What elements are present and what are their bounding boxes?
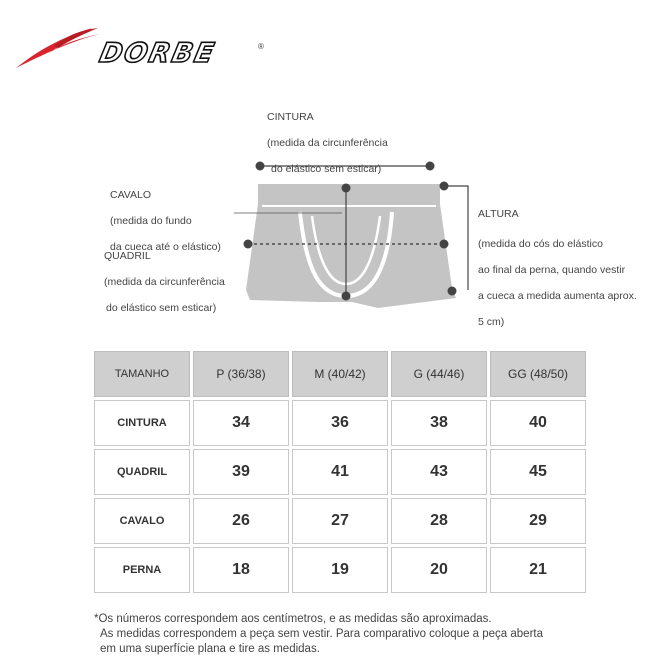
header-cell: G (44/46) xyxy=(391,351,487,397)
size-table xyxy=(91,348,589,596)
brand-name: DORBE xyxy=(96,38,219,69)
table-row xyxy=(94,449,586,495)
table-cell: 45 xyxy=(490,449,586,495)
row-label: QUADRIL xyxy=(94,449,190,495)
registered-mark: ® xyxy=(258,42,264,51)
footnote-line: As medidas correspondem a peça sem vestir. Para comparativo coloque a peça aberta xyxy=(100,628,543,640)
table-cell: 39 xyxy=(193,449,289,495)
footnote xyxy=(94,612,543,657)
header-cell: P (36/38) xyxy=(193,351,289,397)
table-cell: 28 xyxy=(391,498,487,544)
footnote-line: em uma superfície plana e tire as medidas. xyxy=(100,643,320,655)
header-cell: M (40/42) xyxy=(292,351,388,397)
row-label: CINTURA xyxy=(94,400,190,446)
underwear-body xyxy=(246,204,456,308)
table-cell: 43 xyxy=(391,449,487,495)
label-cavalo: CAVALO (medida do fundo da cueca até o elástico) xyxy=(110,189,221,253)
table-cell: 19 xyxy=(292,547,388,593)
footnote-line: *Os números correspondem aos centímetros, e as medidas são aproximadas. xyxy=(94,613,492,625)
row-label: PERNA xyxy=(94,547,190,593)
table-cell: 18 xyxy=(193,547,289,593)
table-cell: 29 xyxy=(490,498,586,544)
label-altura: ALTURA (medida do cós do elástico ao final da perna, quando vestir a cueca a medida aumenta aprox. 5 cm) xyxy=(478,208,637,328)
table-row xyxy=(94,547,586,593)
header-cell: GG (48/50) xyxy=(490,351,586,397)
table-cell: 21 xyxy=(490,547,586,593)
table-cell: 27 xyxy=(292,498,388,544)
table-header-row xyxy=(94,351,586,397)
header-cell: TAMANHO xyxy=(94,351,190,397)
table-cell: 38 xyxy=(391,400,487,446)
table-cell: 20 xyxy=(391,547,487,593)
row-label: CAVALO xyxy=(94,498,190,544)
table-cell: 40 xyxy=(490,400,586,446)
table-row xyxy=(94,400,586,446)
table-cell: 34 xyxy=(193,400,289,446)
label-quadril: QUADRIL (medida da circunferência do elástico sem esticar) xyxy=(104,250,225,314)
table-cell: 41 xyxy=(292,449,388,495)
table-row xyxy=(94,498,586,544)
table-cell: 26 xyxy=(193,498,289,544)
label-cintura: CINTURA (medida da circunferência do elástico sem esticar) xyxy=(267,111,388,175)
table-cell: 36 xyxy=(292,400,388,446)
